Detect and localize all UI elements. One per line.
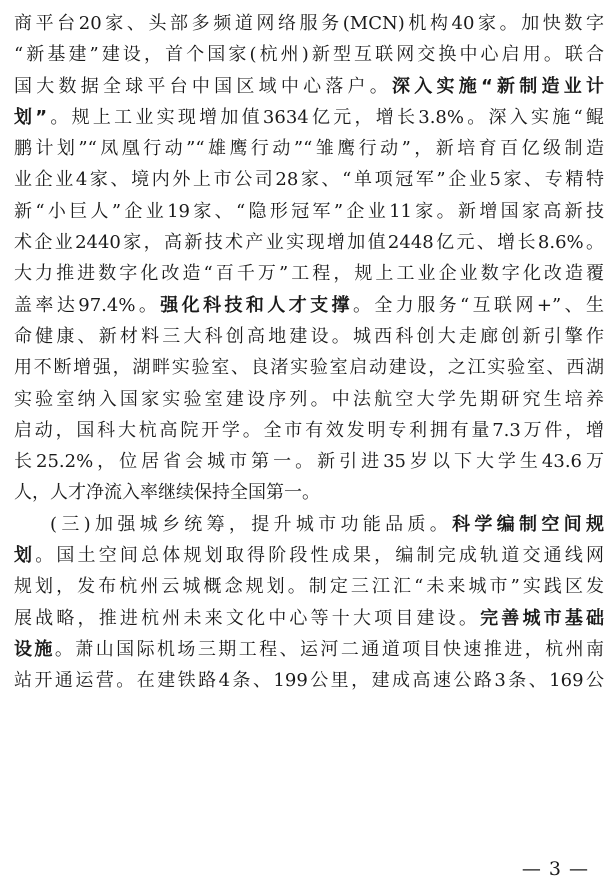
body-text: 新“小巨人”企业19家、“隐形冠军”企业11家。新增国家高新技	[14, 200, 604, 222]
body-text: 。国土空间总体规划取得阶段性成果，编制完成轨道交通线网	[35, 545, 604, 567]
body-text: 。全力服务“互联网+”、生	[352, 294, 604, 316]
text-line	[14, 665, 604, 696]
body-text: 。萧山国际机场三期工程、运河二通道项目快速推进，杭州南	[54, 638, 604, 660]
body-text: 实验室纳入国家实验室建设序列。中法航空大学先期研究生培养	[14, 388, 604, 410]
bold-heading-text: 深入实施“新制造业计	[392, 75, 604, 97]
bold-heading-text: 科学编制空间规	[452, 513, 604, 535]
page-number: — 3 —	[521, 858, 589, 880]
text-line	[14, 446, 604, 477]
body-text: 。规上工业实现增加值3634亿元，增长3.8%。深入实施“鲲	[47, 106, 604, 128]
text-line	[14, 8, 604, 39]
body-text: 大力推进数字化改造“百千万”工程，规上工业企业数字化改造覆	[14, 263, 604, 285]
bold-heading-text: 完善城市基础	[480, 607, 604, 629]
body-text: 人，人才净流入率继续保持全国第一。	[14, 482, 320, 504]
body-text: 启动，国科大杭高院开学。全市有效发明专利拥有量7.3万件，增	[14, 419, 604, 441]
bold-heading-text: 划”	[14, 106, 48, 128]
text-line	[14, 227, 604, 258]
text-line	[14, 571, 604, 602]
text-line	[14, 477, 604, 508]
text-line	[14, 384, 604, 415]
body-text: 长25.2%，位居省会城市第一。新引进35岁以下大学生43.6万	[14, 451, 604, 473]
text-line	[14, 102, 604, 133]
text-line	[14, 164, 604, 195]
body-text: 国大数据全球平台中国区域中心落户。	[14, 75, 393, 97]
body-text: 商平台20家、头部多频道网络服务(MCN)机构40家。加快数字	[14, 13, 604, 34]
body-text: 术企业2440家，高新技术产业实现增加值2448亿元、增长8.6%。	[14, 232, 604, 254]
text-line	[14, 290, 604, 321]
body-text: 展战略，推进杭州未来文化中心等十大项目建设。	[14, 607, 481, 629]
body-text: (三)加强城乡统筹，提升城市功能品质。	[50, 513, 453, 535]
body-text: 盖率达97.4%。	[14, 294, 161, 316]
bold-heading-text: 划	[14, 545, 36, 567]
body-text: 用不断增强，湖畔实验室、良渚实验室启动建设，之江实验室、西湖	[14, 357, 604, 379]
text-line	[14, 540, 604, 571]
body-text: 鹏计划”“凤凰行动”“雄鹰行动”“雏鹰行动”，新培育百亿级制造	[14, 138, 604, 160]
text-line	[14, 71, 604, 102]
text-line	[14, 196, 604, 227]
document-page	[14, 8, 604, 697]
body-text: 规划，发布杭州云城概念规划。制定三江汇“未来城市”实践区发	[14, 576, 604, 598]
text-line	[14, 352, 604, 383]
text-line	[14, 258, 604, 289]
bold-heading-text: 设施	[14, 638, 55, 660]
text-line	[14, 603, 604, 634]
body-text: 业企业4家、境内外上市公司28家、“单项冠军”企业5家、专精特	[14, 169, 604, 191]
text-line	[14, 321, 604, 352]
bold-heading-text: 强化科技和人才支撑	[160, 294, 353, 316]
body-text: 命健康、新材料三大科创高地建设。城西科创大走廊创新引擎作	[14, 325, 604, 347]
text-line	[14, 39, 604, 70]
body-text: 站开通运营。在建铁路4条、199公里，建成高速公路3条、169公	[14, 670, 604, 692]
text-line	[14, 133, 604, 164]
body-text: “新基建”建设，首个国家(杭州)新型互联网交换中心启用。联合	[14, 44, 604, 66]
text-line	[14, 509, 604, 540]
text-line	[14, 634, 604, 665]
text-line	[14, 415, 604, 446]
